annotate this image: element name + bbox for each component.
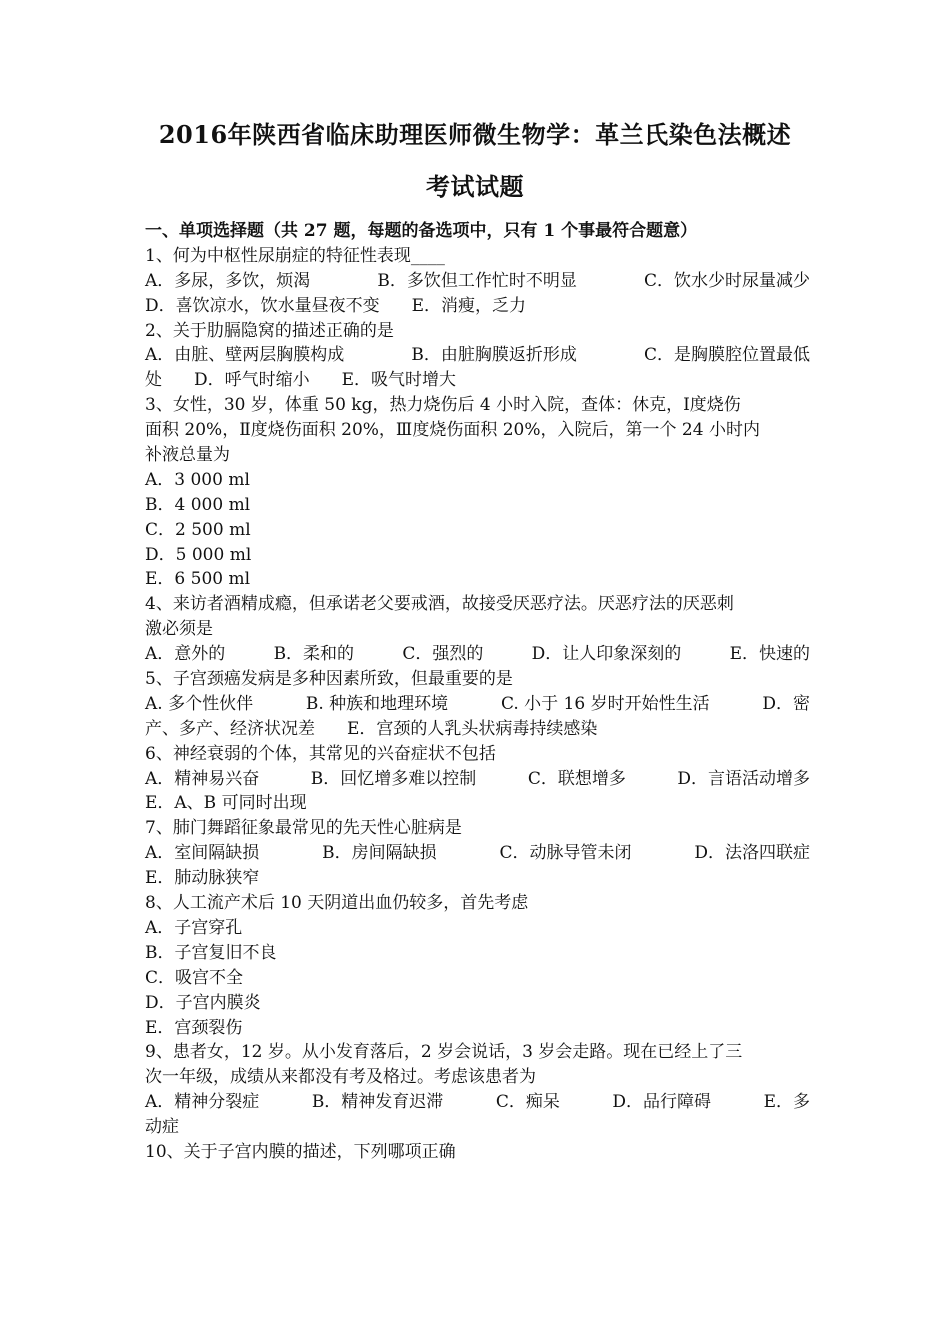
question-5-option-d-continued: 产、多产、经济状况差 — [145, 718, 315, 739]
question-1-options-row-2 — [145, 294, 810, 319]
question-4-option-b: B．柔和的 — [273, 644, 355, 665]
question-4-stem-line-2: 激必须是 — [145, 619, 213, 640]
question-5-option-e: E．宫颈的人乳头状病毒持续感染 — [347, 718, 598, 739]
question-1-options-row-1 — [145, 269, 810, 294]
question-3-stem-line-2: 面积 20%，Ⅱ度烧伤面积 20%，Ⅲ度烧伤面积 20%，入院后，第一个 24 小时内 — [145, 420, 760, 441]
question-9-options-row-1 — [145, 1090, 810, 1115]
question-7-option-c: C．动脉导管未闭 — [499, 843, 632, 864]
document-body — [145, 219, 810, 1165]
question-10-stem: 10、关于子宫内膜的描述，下列哪项正确 — [145, 1141, 456, 1162]
question-9-stem-line-1: 9、患者女，12 岁。从小发育落后，2 岁会说话，3 岁会走路。现在已经上了三 — [145, 1042, 743, 1063]
question-6-option-b: B．回忆增多难以控制 — [310, 768, 477, 789]
question-6-stem: 6、神经衰弱的个体，其常见的兴奋症状不包括 — [145, 743, 496, 764]
question-2-options-row-1 — [145, 343, 810, 368]
question-5-option-a: A. 多个性伙伴 — [145, 693, 254, 714]
question-8-option-b: B．子宫复旧不良 — [145, 942, 277, 963]
question-6-option-d: D．言语活动增多 — [677, 768, 810, 789]
question-9-stem-line-2: 次一年级，成绩从来都没有考及格过。考虑该患者为 — [145, 1067, 536, 1088]
question-6-options-row-1 — [145, 767, 810, 792]
question-8-option-e: E．宫颈裂伤 — [145, 1017, 243, 1038]
question-3-option-e: E．6 500 ml — [145, 569, 251, 590]
question-5-stem: 5、子宫颈癌发病是多种因素所致，但最重要的是 — [145, 669, 513, 690]
question-2-option-e: E．吸气时增大 — [341, 370, 457, 391]
question-3-option-c: C．2 500 ml — [145, 519, 251, 540]
question-3-option-a: A．3 000 ml — [145, 469, 250, 490]
question-2-stem: 2、关于肋膈隐窝的描述正确的是 — [145, 320, 394, 341]
question-2-option-c-continued: 处 — [145, 370, 162, 391]
question-3-option-d: D．5 000 ml — [145, 544, 252, 565]
question-1-option-c: C．饮水少时尿量减少 — [643, 270, 810, 291]
question-4-option-e: E．快速的 — [729, 644, 810, 665]
question-7-option-d: D．法洛四联症 — [694, 843, 810, 864]
question-6-option-a: A．精神易兴奋 — [145, 768, 260, 789]
question-6-option-c: C．联想增多 — [527, 768, 626, 789]
question-7-stem: 7、肺门舞蹈征象最常见的先天性心脏病是 — [145, 818, 462, 839]
question-6-option-e: E．A、B 可同时出现 — [145, 793, 307, 814]
question-5-option-c: C. 小于 16 岁时开始性生活 — [500, 693, 710, 714]
question-9-option-d: D．品行障碍 — [612, 1092, 712, 1113]
document-title-continued: 考试试题 — [426, 172, 524, 201]
question-4-options-row — [145, 642, 810, 667]
question-8-stem: 8、人工流产术后 10 天阴道出血仍较多，首先考虑 — [145, 893, 529, 914]
question-1-option-a: A．多尿，多饮，烦渴 — [145, 270, 311, 291]
question-4-stem-line-1: 4、来访者酒精成瘾，但承诺老父要戒酒，故接受厌恶疗法。厌恶疗法的厌恶刺 — [145, 594, 734, 615]
question-9-option-e-continued: 动症 — [145, 1117, 179, 1138]
question-5-options-row-2 — [145, 717, 810, 742]
question-5-option-d: D．密 — [762, 693, 810, 714]
question-2-options-row-2 — [145, 368, 810, 393]
question-2-option-d: D．呼气时缩小 — [194, 370, 310, 391]
question-1-option-b: B．多饮但工作忙时不明显 — [377, 270, 577, 291]
question-9-option-c: C．痴呆 — [495, 1092, 560, 1113]
question-8-option-c: C．吸宫不全 — [145, 967, 244, 988]
question-4-option-d: D．让人印象深刻的 — [531, 644, 682, 665]
question-9-option-e: E．多 — [763, 1092, 810, 1113]
section-heading: 一、单项选择题（共 27 题，每题的备选项中，只有 1 个事最符合题意） — [145, 221, 698, 241]
question-2-option-b: B．由脏胸膜返折形成 — [411, 345, 577, 366]
document-title: 2016年陕西省临床助理医师微生物学：革兰氏染色法概述 — [158, 120, 792, 149]
question-5-options-row-1 — [145, 692, 810, 717]
question-1-option-e: E．消瘦，乏力 — [411, 295, 527, 316]
question-8-option-d: D．子宫内膜炎 — [145, 992, 261, 1013]
question-4-option-a: A．意外的 — [145, 644, 226, 665]
question-3-stem-line-1: 3、女性，30 岁，体重 50 kg，热力烧伤后 4 小时入院，查体：休克，Ⅰ度烧伤 — [145, 395, 741, 416]
question-3-option-b: B．4 000 ml — [145, 494, 251, 515]
question-3-stem-line-3: 补液总量为 — [145, 445, 230, 466]
question-7-option-a: A．室间隔缺损 — [145, 843, 260, 864]
question-9-option-a: A．精神分裂症 — [145, 1092, 260, 1113]
question-9-option-b: B．精神发育迟滞 — [311, 1092, 444, 1113]
question-1-stem: 1、何为中枢性尿崩症的特征性表现____ — [145, 245, 445, 266]
question-7-option-e: E．肺动脉狭窄 — [145, 868, 260, 889]
question-8-option-a: A．子宫穿孔 — [145, 917, 243, 938]
question-2-option-a: A．由脏、壁两层胸膜构成 — [145, 345, 345, 366]
question-7-option-b: B．房间隔缺损 — [322, 843, 437, 864]
question-5-option-b: B. 种族和地理环境 — [305, 693, 449, 714]
question-1-option-d: D．喜饮凉水，饮水量昼夜不变 — [145, 295, 380, 316]
question-7-options-row-1 — [145, 841, 810, 866]
question-2-option-c: C．是胸膜腔位置最低 — [643, 345, 810, 366]
question-4-option-c: C．强烈的 — [402, 644, 484, 665]
